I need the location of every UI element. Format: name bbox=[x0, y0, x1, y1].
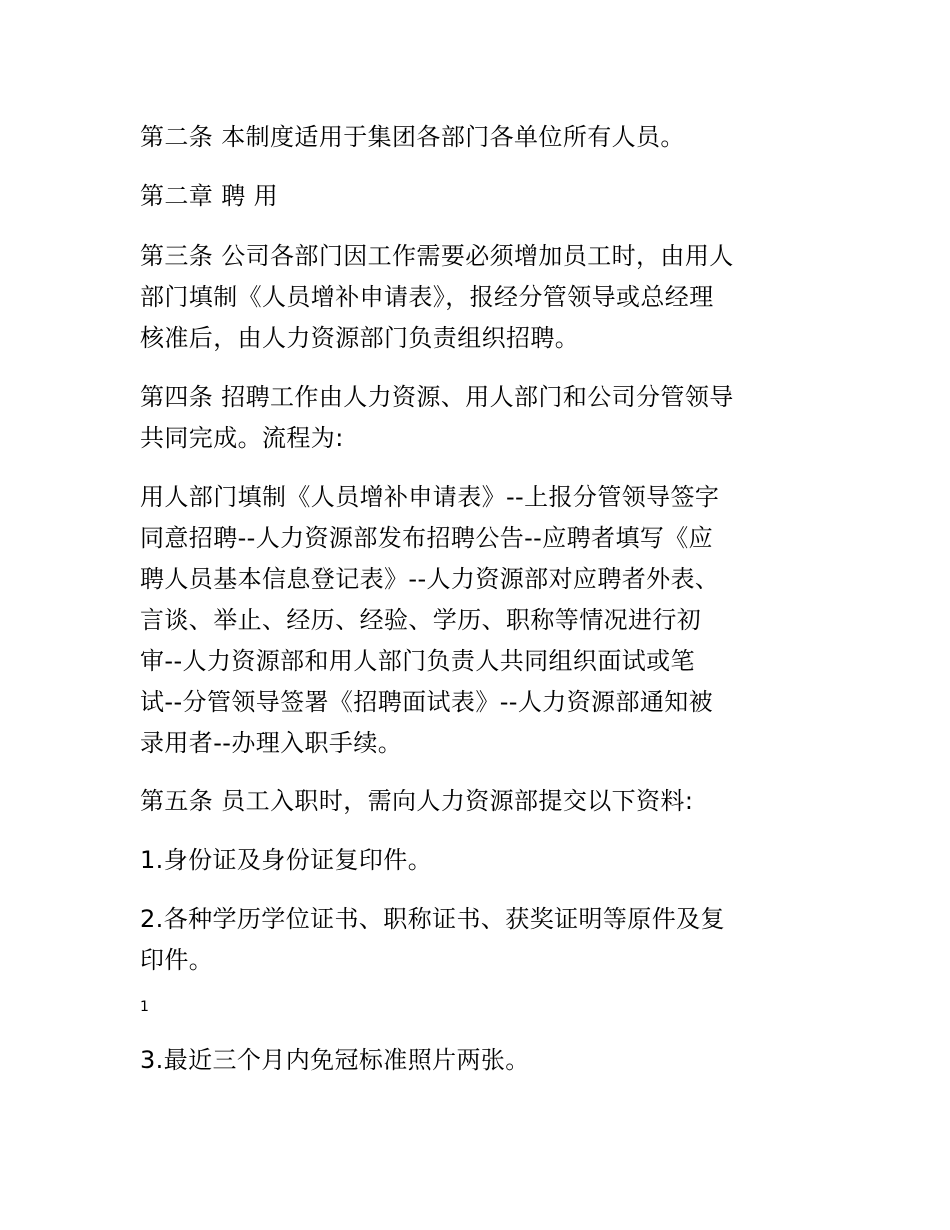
chapter-2-heading bbox=[140, 176, 810, 217]
text-line: 第二章 聘 用 bbox=[140, 182, 279, 210]
article-3-paragraph bbox=[140, 236, 810, 359]
text-line: 言谈、举止、经历、经验、学历、职称等情况进行初 bbox=[140, 606, 702, 634]
text-line: 审--人力资源部和用人部门负责人共同组织面试或笔 bbox=[140, 647, 695, 675]
text-line: 第四条 招聘工作由人力资源、用人部门和公司分管领导 bbox=[140, 383, 734, 411]
article-5-paragraph bbox=[140, 781, 810, 822]
text-line: 录用者--办理入职手续。 bbox=[140, 729, 403, 757]
text-line: 3.最近三个月内免冠标准照片两张。 bbox=[140, 1046, 530, 1074]
text-line: 试--分管领导签署《招聘面试表》--人力资源部通知被 bbox=[140, 688, 714, 716]
text-line: 2.各种学历学位证书、职称证书、获奖证明等原件及复 bbox=[140, 905, 725, 933]
text-line: 第五条 员工入职时，需向人力资源部提交以下资料: bbox=[140, 787, 694, 815]
text-line: 第三条 公司各部门因工作需要必须增加员工时，由用人 bbox=[140, 242, 734, 270]
article-4-paragraph bbox=[140, 377, 810, 459]
text-line: 同意招聘--人力资源部发布招聘公告--应聘者填写《应 bbox=[140, 524, 714, 552]
text-line: 印件。 bbox=[140, 946, 214, 974]
text-line: 第二条 本制度适用于集团各部门各单位所有人员。 bbox=[140, 123, 685, 151]
list-item-1 bbox=[140, 840, 810, 881]
text-line: 用人部门填制《人员增补申请表》--上报分管领导签字 bbox=[140, 483, 720, 511]
list-item-3 bbox=[140, 1040, 810, 1081]
list-item-2 bbox=[140, 899, 810, 981]
text-line: 共同完成。流程为: bbox=[140, 424, 344, 452]
article-2-paragraph bbox=[140, 117, 810, 158]
text-line: 聘人员基本信息登记表》--人力资源部对应聘者外表、 bbox=[140, 565, 720, 593]
text-line: 1.身份证及身份证复印件。 bbox=[140, 846, 433, 874]
page-number: 1 bbox=[140, 999, 149, 1015]
text-line: 核准后，由人力资源部门负责组织招聘。 bbox=[140, 324, 580, 352]
text-line: 部门填制《人员增补申请表》，报经分管领导或总经理 bbox=[140, 283, 714, 311]
process-flow-paragraph bbox=[140, 477, 810, 764]
